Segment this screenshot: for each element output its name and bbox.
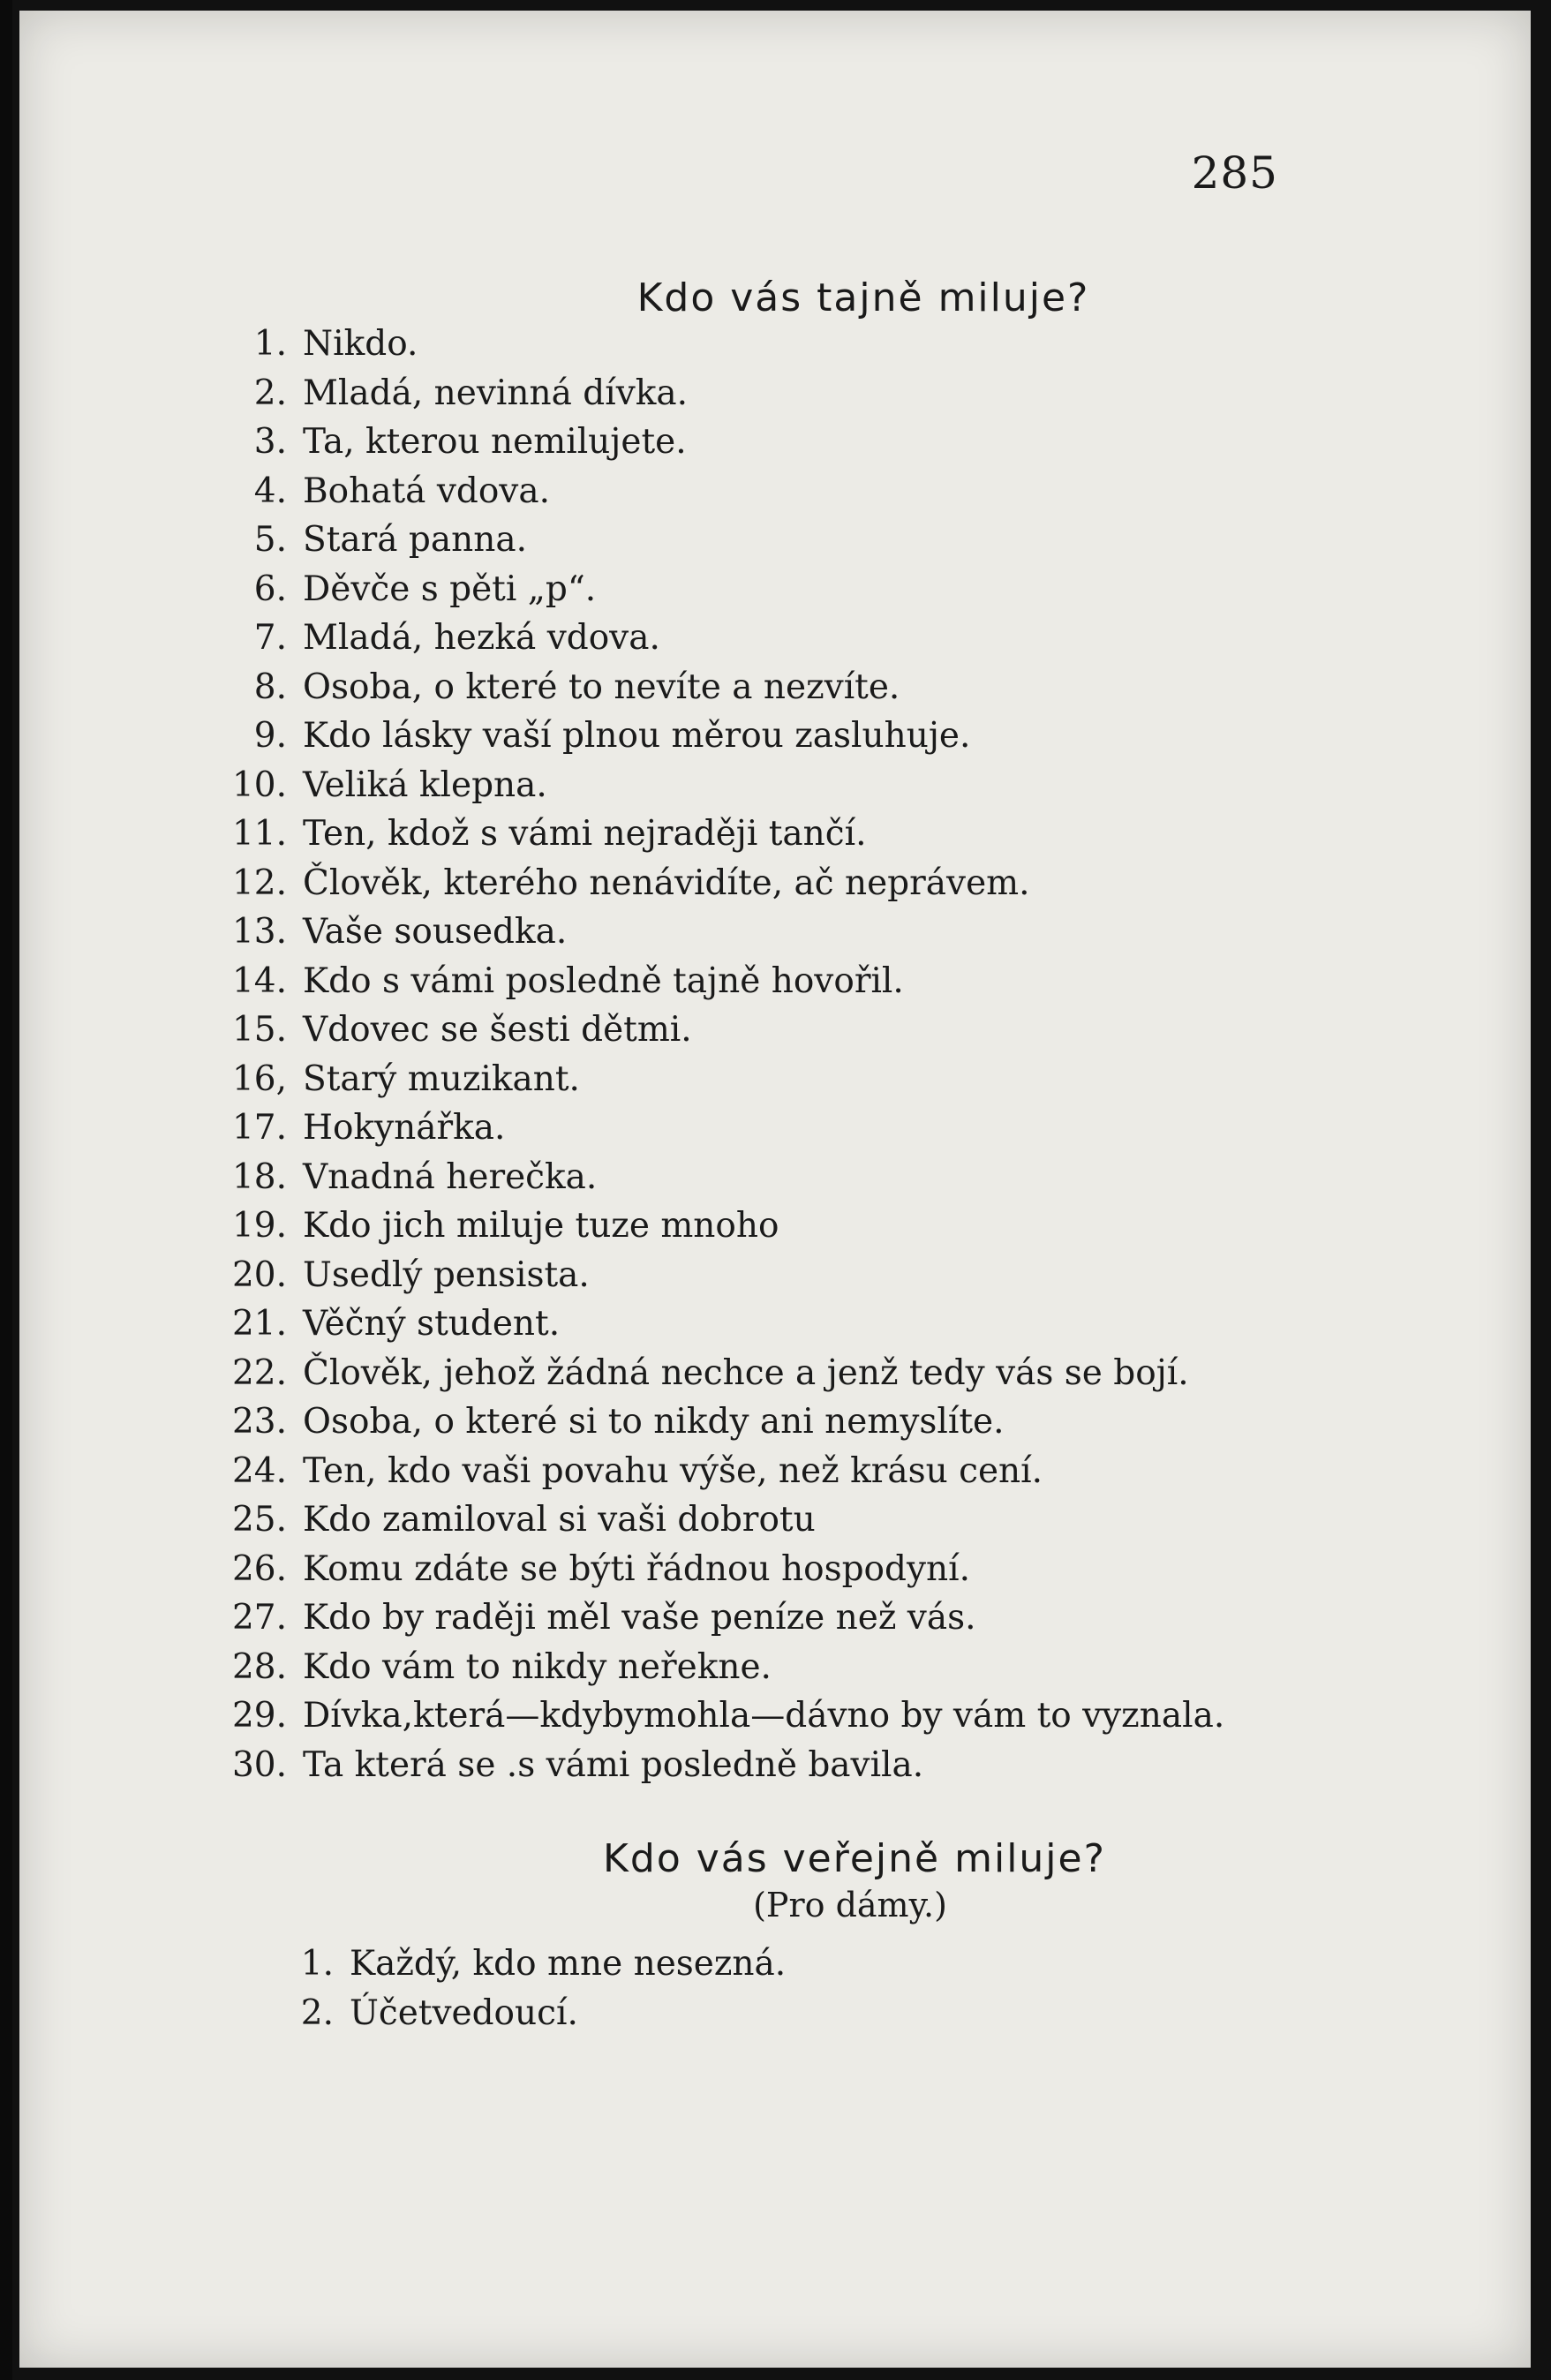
list-item	[200, 1251, 1224, 1300]
item-text: Kdo zamiloval si vaši dobrotu	[303, 1500, 816, 1540]
item-text: Kdo lásky vaší plnou měrou zasluhuje.	[303, 716, 971, 756]
item-text: Usedlý pensista.	[303, 1254, 590, 1295]
list-item	[200, 1643, 1224, 1692]
item-number: 6.	[253, 569, 287, 609]
list-item	[200, 1103, 1224, 1153]
item-text: Mladá, hezká vdova.	[303, 618, 660, 658]
answer-list-public	[247, 1939, 786, 2038]
item-text: Starý muzikant.	[303, 1058, 580, 1099]
list-item	[200, 1005, 1224, 1055]
item-text: Hokynářka.	[303, 1108, 506, 1148]
list-item	[200, 467, 1224, 516]
item-text: Děvče s pěti „p“.	[303, 569, 597, 609]
item-number: 2.	[300, 1993, 334, 2033]
item-text: Ta, kterou nemilujete.	[303, 422, 687, 462]
item-number: 13.	[231, 912, 287, 952]
item-text: Stará panna.	[303, 520, 528, 560]
list-item	[200, 614, 1224, 663]
item-text: Účetvedoucí.	[350, 1993, 578, 2033]
section-title-secret: Kdo vás tajně miluje?	[636, 275, 1090, 320]
item-number: 9.	[253, 716, 287, 756]
item-text: Bohatá vdova.	[303, 471, 550, 511]
item-text: Kdo vám to nikdy neřekne.	[303, 1646, 772, 1687]
list-item	[200, 810, 1224, 859]
item-text: Kdo by raději měl vaše peníze než vás.	[303, 1598, 976, 1638]
section-title-public: Kdo vás veřejně miluje?	[603, 1836, 1106, 1881]
list-item	[247, 1989, 786, 2038]
list-item	[200, 1299, 1224, 1349]
list-item	[200, 1691, 1224, 1741]
list-item	[200, 516, 1224, 565]
list-item	[200, 761, 1224, 810]
list-item	[200, 908, 1224, 957]
item-text: Veliká klepna.	[303, 764, 547, 805]
scan-left-edge	[0, 0, 12, 2380]
list-item	[200, 1153, 1224, 1202]
list-item	[200, 369, 1224, 418]
item-number: 3.	[253, 422, 287, 462]
book-page	[19, 11, 1531, 2368]
item-text: Věčný student.	[303, 1304, 561, 1344]
item-number: 26.	[231, 1548, 287, 1589]
list-item	[200, 1741, 1224, 1790]
item-number: 30.	[231, 1744, 287, 1785]
item-text: Osoba, o které si to nikdy ani nemyslíte.	[303, 1402, 1005, 1442]
item-text: Kdo s vámi posledně tajně hovořil.	[303, 960, 904, 1001]
section-subtitle: (Pro dámy.)	[753, 1886, 947, 1924]
item-number: 19.	[231, 1206, 287, 1246]
item-number: 17.	[231, 1108, 287, 1148]
list-item	[247, 1939, 786, 1989]
item-text: Komu zdáte se býti řádnou hospodyní.	[303, 1548, 971, 1589]
item-number: 11.	[231, 814, 287, 854]
item-number: 21.	[231, 1304, 287, 1344]
list-item	[200, 1349, 1224, 1398]
item-text: Dívka,která—kdybymohla—dávno by vám to vyznala.	[303, 1696, 1225, 1736]
item-number: 14.	[231, 960, 287, 1001]
item-number: 23.	[231, 1402, 287, 1442]
item-number: 5.	[253, 520, 287, 560]
list-item	[200, 1397, 1224, 1447]
item-number: 1.	[300, 1944, 334, 1984]
item-number: 18.	[231, 1156, 287, 1197]
item-text: Osoba, o které to nevíte a nezvíte.	[303, 667, 900, 707]
item-text: Nikdo.	[303, 324, 418, 364]
item-number: 2.	[253, 373, 287, 413]
item-number: 4.	[253, 471, 287, 511]
item-number: 12.	[231, 862, 287, 903]
list-item	[200, 663, 1224, 712]
list-item	[200, 565, 1224, 614]
item-number: 16,	[231, 1058, 287, 1099]
list-item	[200, 957, 1224, 1006]
item-number: 29.	[231, 1696, 287, 1736]
list-item	[200, 1447, 1224, 1496]
item-text: Kdo jich miluje tuze mnoho	[303, 1206, 779, 1246]
item-text: Mladá, nevinná dívka.	[303, 373, 689, 413]
answer-list-secret	[200, 320, 1224, 1789]
list-item	[200, 712, 1224, 761]
item-text: Ten, kdož s vámi nejraději tančí.	[303, 814, 867, 854]
item-number: 20.	[231, 1254, 287, 1295]
item-text: Vnadná herečka.	[303, 1156, 598, 1197]
item-text: Vdovec se šesti dětmi.	[303, 1010, 692, 1050]
item-number: 25.	[231, 1500, 287, 1540]
list-item	[200, 1545, 1224, 1594]
item-number: 1.	[253, 324, 287, 364]
list-item	[200, 1201, 1224, 1251]
item-number: 15.	[231, 1010, 287, 1050]
item-number: 7.	[253, 618, 287, 658]
list-item	[200, 418, 1224, 467]
item-number: 10.	[231, 764, 287, 805]
item-text: Ta která se .s vámi posledně bavila.	[303, 1744, 924, 1785]
list-item	[200, 1593, 1224, 1643]
item-number: 8.	[253, 667, 287, 707]
item-number: 28.	[231, 1646, 287, 1687]
list-item	[200, 320, 1224, 369]
item-text: Člověk, kterého nenávidíte, ač neprávem.	[303, 862, 1030, 903]
item-number: 22.	[231, 1352, 287, 1393]
list-item	[200, 859, 1224, 908]
item-number: 27.	[231, 1598, 287, 1638]
item-text: Vaše sousedka.	[303, 912, 568, 952]
item-text: Každý, kdo mne nesezná.	[350, 1944, 787, 1984]
list-item	[200, 1055, 1224, 1104]
page-number: 285	[1191, 147, 1278, 199]
item-number: 24.	[231, 1450, 287, 1491]
item-text: Ten, kdo vaši povahu výše, než krásu cení.	[303, 1450, 1043, 1491]
item-text: Člověk, jehož žádná nechce a jenž tedy vás se bojí.	[303, 1352, 1189, 1393]
list-item	[200, 1495, 1224, 1545]
